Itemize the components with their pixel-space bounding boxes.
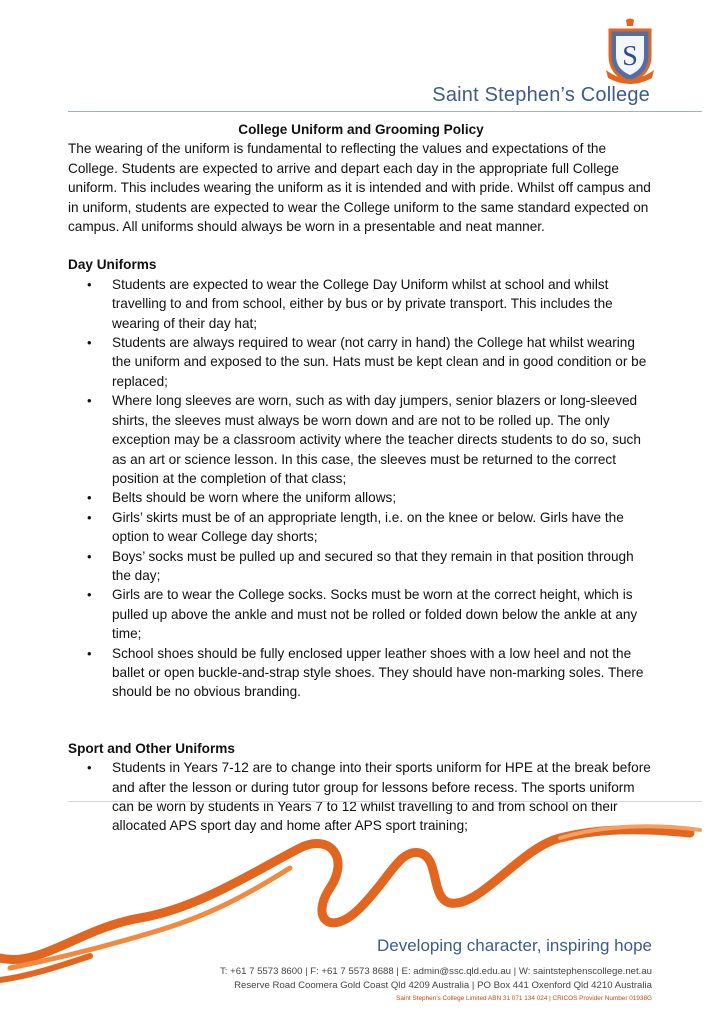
list-item-text: Belts should be worn where the uniform allows; [112,490,397,506]
bullet-icon: • [87,645,92,661]
bullet-icon: • [87,760,92,776]
postal-address: Reserve Road Coomera Gold Coast Qld 4209 Australia | PO Box 441 Oxenford Qld 4210 Australia [234,980,652,991]
bullet-icon: • [87,393,92,409]
list-item-text: Where long sleeves are worn, such as with day jumpers, senior blazers or long-sleeved shirts, the sleeves must always be worn down and are not to be rolled up. The only exception may be a classroom activity where the teacher directs students to do so, such as an art or science lesson. In this case, the sleeves must be returned to the correct position at the completion of that class; [112,393,641,486]
bullet-icon: • [87,335,92,351]
section-heading-sport-uniforms: Sport and Other Uniforms [68,740,235,756]
bullet-icon: • [87,276,92,292]
list-item-text: Girls are to wear the College socks. Socks must be worn at the correct height, which is pulled up above the ankle and must not be rolled or folded down below the ankle at any time; [112,587,638,642]
list-item-text: Students are always required to wear (not carry in hand) the College hat whilst wearing the uniform and exposed to the sun. Hats must be kept clean and in good condition or be replaced; [112,335,647,389]
document-title: College Uniform and Grooming Policy [238,122,484,137]
bullet-icon: • [87,490,92,506]
contact-details: T: +61 7 5573 8600 | F: +61 7 5573 8688 | E: admin@ssc.qld.edu.au | W: saintstephenscollege.net.au [220,966,652,977]
college-tagline: Developing character, inspiring hope [376,936,652,955]
list-item [68,333,654,391]
bullet-icon: • [87,509,92,525]
list-item-text: Girls’ skirts must be of an appropriate length, i.e. on the knee or below. Girls have the option to wear College day shorts; [112,509,624,545]
list-item [68,391,654,488]
list-item [68,644,654,702]
intro-paragraph: The wearing of the uniform is fundamental to reflecting the values and expectations of the College. Students are expected to arrive and depart each day in the appropriate full College uniform. This includes wearing the uniform as it is intended and with pride. Whilst off campus and in uniform, students are expected to wear the College uniform to the same standard expected on campus. All uniforms should always be worn in a presentable and neat manner. [68,141,651,235]
list-item [68,508,654,547]
college-name: Saint Stephen’s College [432,84,650,106]
list-item [68,275,654,333]
bullet-icon: • [87,548,92,564]
list-item-text: Students in Years 7-12 are to change into their sports uniform for HPE at the break before and after the lesson or during tutor group for lessons before recess. The sports uniform can be worn by students in Years 7 to 12 whilst travelling to and from school on their allocated APS sport day and home after APS sport training; [112,760,651,834]
footer-divider [68,801,702,802]
bullet-icon: • [87,587,92,603]
list-item-text: School shoes should be fully enclosed upper leather shoes with a low heel and not the ballet or open buckle-and-strap style shoes. They should have non-marking soles. There should be no obvious branding. [112,645,644,700]
list-item [68,585,654,643]
day-uniforms-list [68,275,654,702]
policy-content [68,120,654,836]
registration-details: Saint Stephen’s College Limited ABN 31 071 134 024 | CRICOS Provider Number 01938G [396,995,652,1002]
list-item-text: Boys’ socks must be pulled up and secured so that they remain in that position through the day; [112,548,634,583]
college-crest-logo [604,18,656,86]
list-item-text: Students are expected to wear the College Day Uniform whilst at school and whilst travelling to and from school, either by bus or by private transport. This includes the wearing of their day hat; [112,276,613,331]
header-divider [68,111,702,112]
section-heading-day-uniforms: Day Uniforms [68,257,157,273]
list-item [68,488,654,507]
list-item [68,547,654,586]
crest-letter: S [622,41,638,72]
